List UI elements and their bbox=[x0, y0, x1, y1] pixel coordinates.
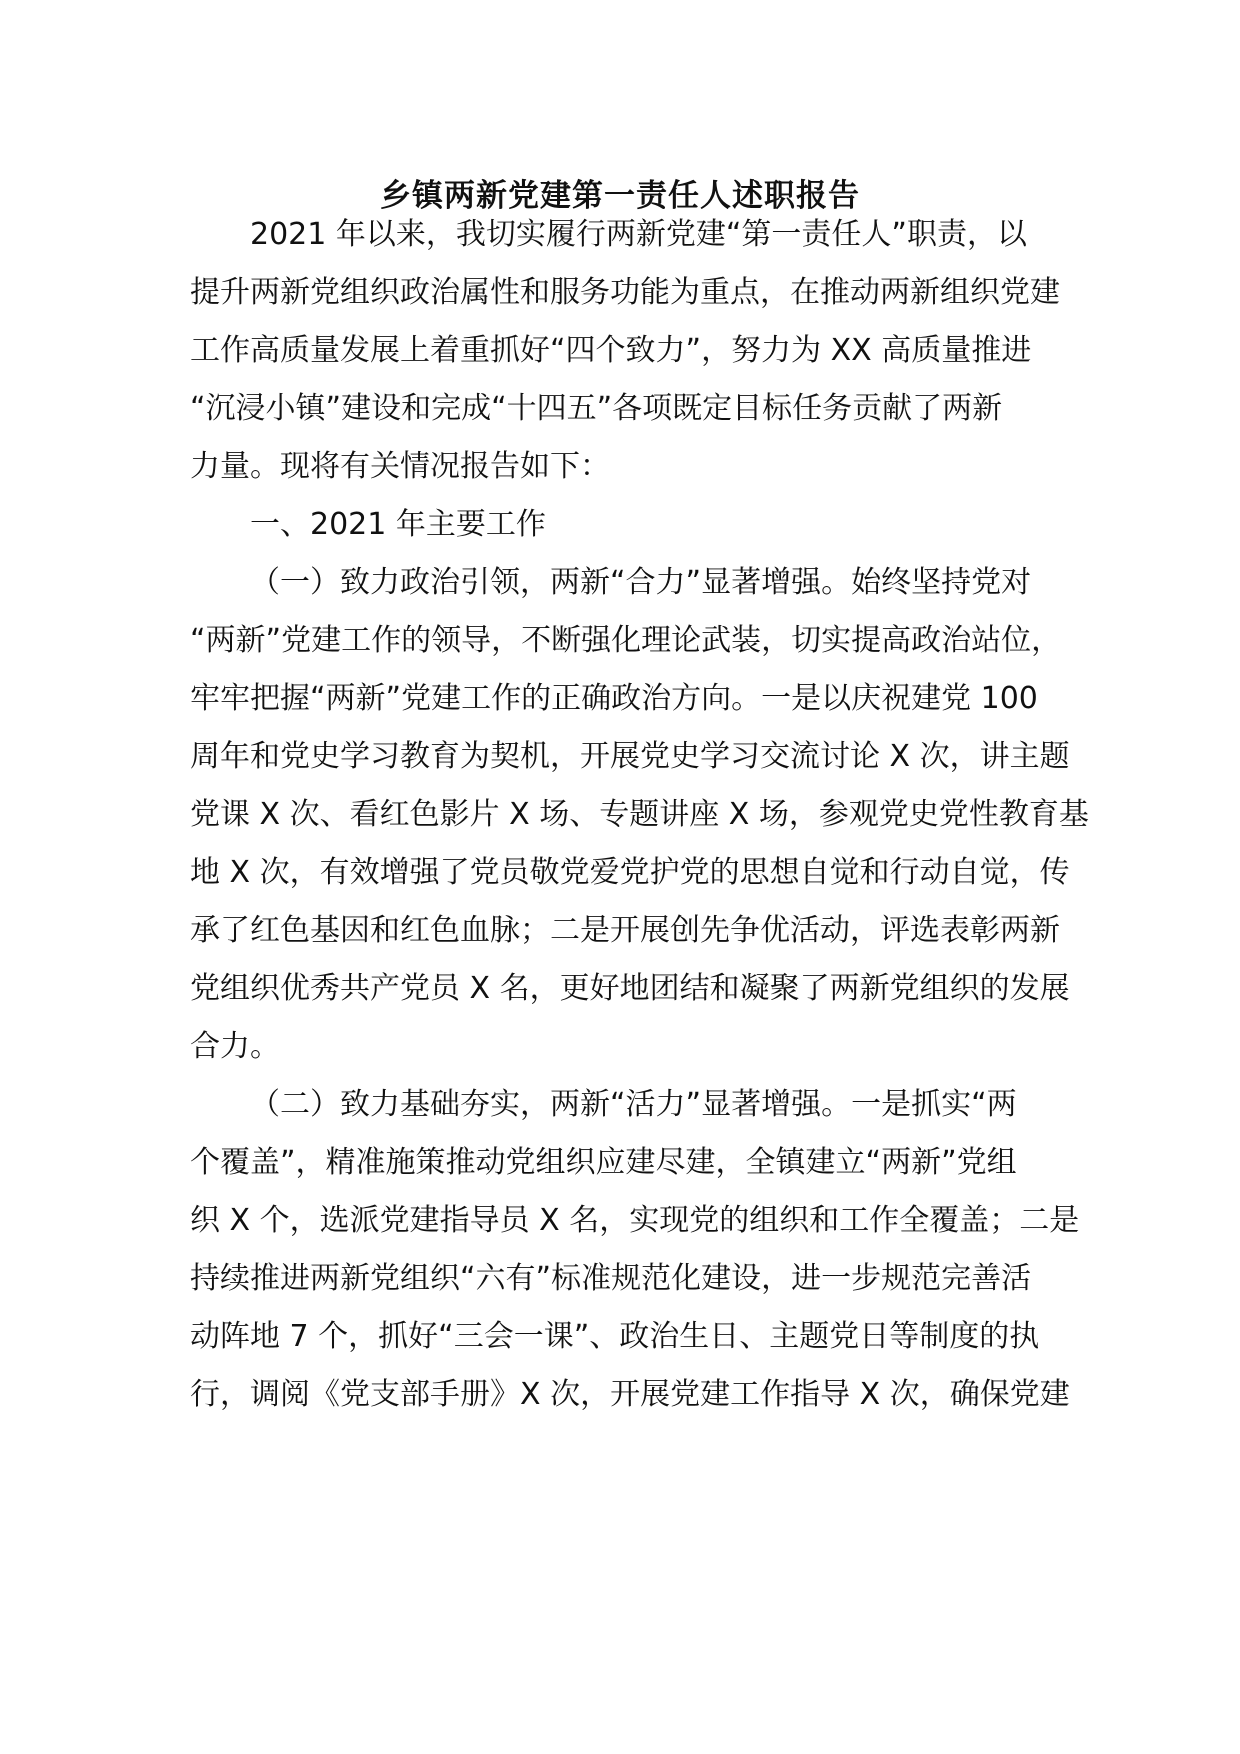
paragraph-line: 持续推进两新党组织“六有”标准规范化建设，进一步规范完善活 bbox=[190, 1261, 1032, 1296]
paragraph-line: 党组织优秀共产党员 X 名，更好地团结和凝聚了两新党组织的发展 bbox=[190, 971, 1070, 1006]
paragraph-line: 地 X 次，有效增强了党员敬党爱党护党的思想自觉和行动自觉，传 bbox=[190, 855, 1070, 890]
paragraph-line: 织 X 个，选派党建指导员 X 名，实现党的组织和工作全覆盖；二是 bbox=[190, 1203, 1080, 1238]
paragraph-line: “沉浸小镇”建设和完成“十四五”各项既定目标任务贡献了两新 bbox=[190, 391, 1003, 426]
paragraph-line: 提升两新党组织政治属性和服务功能为重点，在推动两新组织党建 bbox=[190, 275, 1060, 310]
section-heading: 一、2021 年主要工作 bbox=[250, 507, 546, 542]
paragraph-line: 个覆盖”，精准施策推动党组织应建尽建，全镇建立“两新”党组 bbox=[190, 1145, 1017, 1180]
paragraph-line: 力量。现将有关情况报告如下： bbox=[190, 449, 610, 484]
paragraph-line: 周年和党史学习教育为契机，开展党史学习交流讨论 X 次，讲主题 bbox=[190, 739, 1070, 774]
paragraph-line: 合力。 bbox=[190, 1029, 280, 1064]
paragraph-line: 动阵地 7 个，抓好“三会一课”、政治生日、主题党日等制度的执 bbox=[190, 1319, 1040, 1354]
document-title: 乡镇两新党建第一责任人述职报告 bbox=[380, 178, 860, 214]
paragraph-line: 承了红色基因和红色血脉；二是开展创先争优活动，评选表彰两新 bbox=[190, 913, 1060, 948]
paragraph-line: “两新”党建工作的领导，不断强化理论武装，切实提高政治站位， bbox=[190, 623, 1062, 658]
paragraph-line: 2021 年以来，我切实履行两新党建“第一责任人”职责，以 bbox=[250, 217, 1027, 252]
paragraph-line: 牢牢把握“两新”党建工作的正确政治方向。一是以庆祝建党 100 bbox=[190, 681, 1038, 716]
paragraph-line: 行，调阅《党支部手册》X 次，开展党建工作指导 X 次，确保党建 bbox=[190, 1377, 1070, 1412]
paragraph-line: （一）致力政治引领，两新“合力”显著增强。始终坚持党对 bbox=[250, 565, 1032, 600]
paragraph-line: 党课 X 次、看红色影片 X 场、专题讲座 X 场，参观党史党性教育基 bbox=[190, 797, 1089, 832]
paragraph-line: 工作高质量发展上着重抓好“四个致力”，努力为 XX 高质量推进 bbox=[190, 333, 1032, 368]
paragraph-line: （二）致力基础夯实，两新“活力”显著增强。一是抓实“两 bbox=[250, 1087, 1017, 1122]
